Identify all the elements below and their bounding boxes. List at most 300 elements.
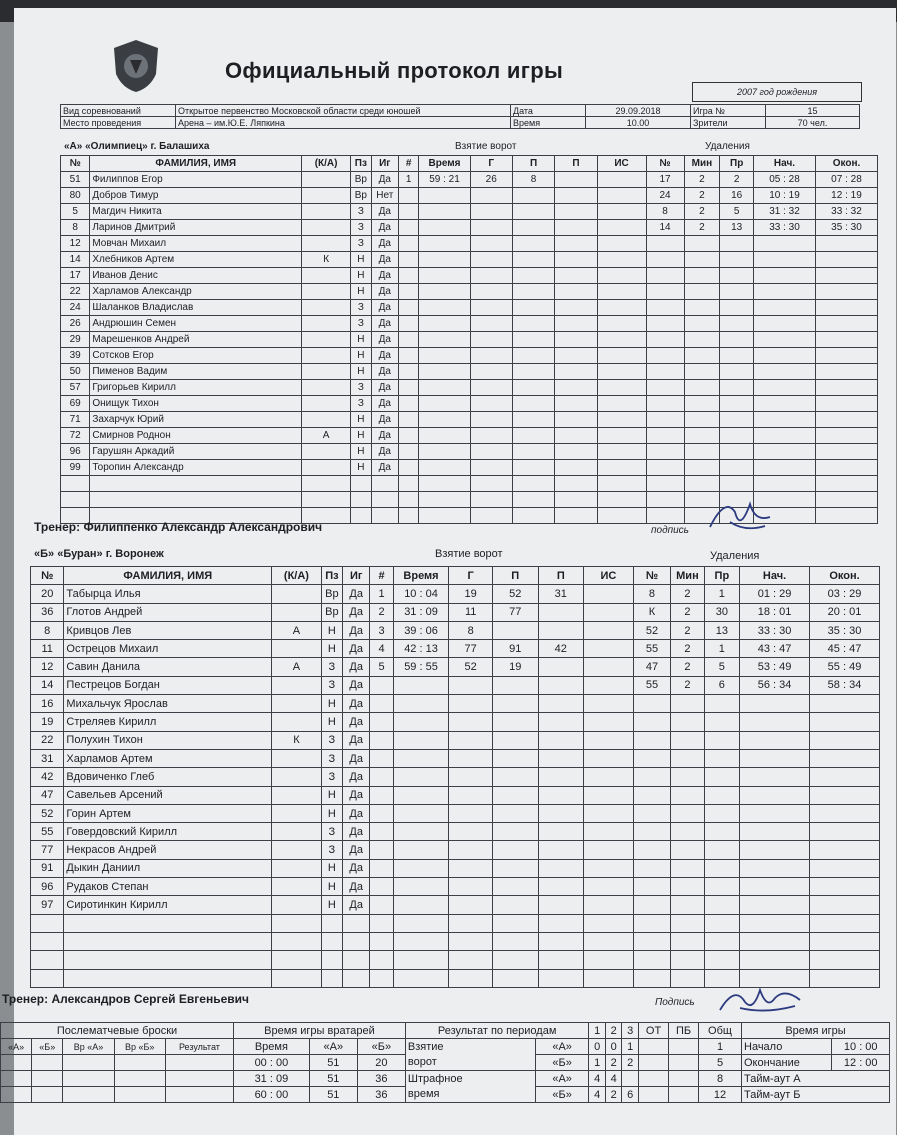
penalty-cell xyxy=(684,460,720,476)
table-row xyxy=(61,172,878,188)
goal-cell xyxy=(393,878,449,896)
goal-cell xyxy=(584,658,634,676)
teamA-pen-col-header: Пр xyxy=(720,156,754,172)
table-row xyxy=(31,841,880,859)
goal-cell xyxy=(419,396,470,412)
player-name: Михальчук Ярослав xyxy=(64,695,272,713)
penalty-cell xyxy=(633,786,670,804)
penalty-cell xyxy=(740,713,810,731)
goal-cell xyxy=(393,804,449,822)
goal-cell xyxy=(470,460,512,476)
penalty-cell: 2 xyxy=(671,640,704,658)
penalty-cell xyxy=(684,316,720,332)
goal-cell xyxy=(470,188,512,204)
penalty-cell: 2 xyxy=(684,172,720,188)
goals-b-p1: 1 xyxy=(589,1055,606,1071)
teamB-pen-col-header: Пр xyxy=(704,567,739,585)
goal-cell xyxy=(449,804,493,822)
goal-cell xyxy=(398,300,419,316)
gk-h-a: «А» xyxy=(309,1039,357,1055)
goal-cell xyxy=(419,476,470,492)
player-position xyxy=(351,508,372,524)
goal-cell xyxy=(584,749,634,767)
player-played: Да xyxy=(343,713,370,731)
pim-team-b: «Б» xyxy=(535,1087,589,1103)
player-position: Н xyxy=(351,284,372,300)
goal-cell xyxy=(538,896,584,914)
penalty-cell xyxy=(754,444,816,460)
goal-cell xyxy=(584,878,634,896)
goal-cell xyxy=(555,428,597,444)
goal-cell xyxy=(597,300,646,316)
goal-cell xyxy=(512,460,554,476)
penalty-cell xyxy=(633,768,670,786)
goal-cell xyxy=(597,380,646,396)
teamB-goal-col-header: Время xyxy=(393,567,449,585)
player-played: Да xyxy=(371,316,398,332)
penalty-cell xyxy=(671,804,704,822)
penalty-cell xyxy=(809,786,879,804)
player-played: Да xyxy=(371,172,398,188)
goal-cell xyxy=(398,332,419,348)
goal-cell xyxy=(584,695,634,713)
goal-cell xyxy=(470,412,512,428)
period-title: Результат по периодам xyxy=(405,1023,589,1039)
goal-cell xyxy=(393,841,449,859)
player-name: Сиротинкин Кирилл xyxy=(64,896,272,914)
penalty-cell xyxy=(815,268,877,284)
penalty-cell xyxy=(704,713,739,731)
player-played: Да xyxy=(371,268,398,284)
goal-cell xyxy=(584,713,634,731)
player-number xyxy=(61,476,90,492)
table-row xyxy=(31,621,880,639)
player-role xyxy=(272,676,322,694)
table-row xyxy=(61,380,878,396)
goal-cell xyxy=(512,380,554,396)
teamB-header-row xyxy=(31,567,880,585)
penalty-cell xyxy=(754,380,816,396)
goal-cell xyxy=(512,316,554,332)
player-number: 17 xyxy=(61,268,90,284)
place-label: Место проведения xyxy=(61,117,176,129)
goal-cell xyxy=(398,188,419,204)
goal-cell: 3 xyxy=(370,621,393,639)
goal-cell xyxy=(470,284,512,300)
player-name: Григорьев Кирилл xyxy=(90,380,302,396)
goal-cell xyxy=(597,172,646,188)
penalty-cell xyxy=(754,364,816,380)
goal-cell xyxy=(538,804,584,822)
table-row xyxy=(31,603,880,621)
penalty-cell xyxy=(671,951,704,969)
penalty-cell xyxy=(754,300,816,316)
penalty-cell xyxy=(704,896,739,914)
player-number: 69 xyxy=(61,396,90,412)
player-name: Андрюшин Семен xyxy=(90,316,302,332)
player-position: Н xyxy=(351,268,372,284)
player-number: 14 xyxy=(31,676,64,694)
penalty-cell xyxy=(704,749,739,767)
player-role xyxy=(302,332,351,348)
date-label: Дата xyxy=(511,105,586,117)
goal-cell xyxy=(555,492,597,508)
player-role xyxy=(302,236,351,252)
player-role xyxy=(272,786,322,804)
goal-cell xyxy=(597,444,646,460)
goal-cell xyxy=(555,332,597,348)
player-played: Да xyxy=(371,332,398,348)
penalty-cell: 5 xyxy=(704,658,739,676)
goal-cell xyxy=(555,284,597,300)
goals-b-ot xyxy=(639,1055,669,1071)
penalty-cell xyxy=(720,348,754,364)
goal-cell: 52 xyxy=(449,658,493,676)
goal-cell xyxy=(555,252,597,268)
goal-cell xyxy=(512,236,554,252)
penalty-cell xyxy=(671,695,704,713)
penalty-cell: 30 xyxy=(704,603,739,621)
table-row xyxy=(31,658,880,676)
goal-cell xyxy=(512,492,554,508)
goal-cell xyxy=(555,300,597,316)
penalty-cell xyxy=(704,914,739,932)
teamA-col-header: Иг xyxy=(371,156,398,172)
penalty-cell xyxy=(684,252,720,268)
penalty-cell xyxy=(704,878,739,896)
goal-cell xyxy=(393,749,449,767)
penalty-cell: 8 xyxy=(633,585,670,603)
goal-cell xyxy=(512,476,554,492)
goal-cell xyxy=(584,786,634,804)
goal-cell xyxy=(597,476,646,492)
player-role xyxy=(272,841,322,859)
penalty-cell xyxy=(754,396,816,412)
goal-cell xyxy=(419,492,470,508)
penalty-cell xyxy=(646,412,684,428)
table-row xyxy=(31,914,880,932)
player-position: Вр xyxy=(351,172,372,188)
time-value: 10.00 xyxy=(586,117,691,129)
player-played: Да xyxy=(371,204,398,220)
penalty-cell xyxy=(740,768,810,786)
goal-cell xyxy=(555,460,597,476)
goal-cell xyxy=(538,969,584,987)
goal-cell xyxy=(555,396,597,412)
player-played: Да xyxy=(343,804,370,822)
goal-cell xyxy=(370,859,393,877)
penalty-cell xyxy=(646,300,684,316)
penalty-cell xyxy=(740,731,810,749)
goal-cell xyxy=(419,444,470,460)
penalty-cell: 20 : 01 xyxy=(809,603,879,621)
goal-cell xyxy=(419,268,470,284)
team-b-penalties-title: Удаления xyxy=(710,550,760,562)
goal-cell xyxy=(398,284,419,300)
penalty-cell xyxy=(720,284,754,300)
goal-cell xyxy=(584,731,634,749)
player-number: 97 xyxy=(31,896,64,914)
goal-cell xyxy=(584,640,634,658)
goal-cell xyxy=(597,492,646,508)
penalty-cell xyxy=(815,332,877,348)
penalty-cell xyxy=(720,428,754,444)
penalty-cell: 35 : 30 xyxy=(815,220,877,236)
goal-cell xyxy=(393,823,449,841)
goal-cell xyxy=(555,268,597,284)
goalie-time-title: Время игры вратарей xyxy=(234,1023,406,1039)
shootout-h-gka: Вр «А» xyxy=(63,1039,114,1055)
goal-cell xyxy=(512,220,554,236)
penalty-cell xyxy=(704,951,739,969)
goal-cell xyxy=(538,859,584,877)
player-name xyxy=(90,492,302,508)
gk-row1-b: 20 xyxy=(357,1055,405,1071)
teamA-col-header: Пз xyxy=(351,156,372,172)
player-played: Да xyxy=(371,428,398,444)
player-role: А xyxy=(272,658,322,676)
player-played: Да xyxy=(343,658,370,676)
player-number: 51 xyxy=(61,172,90,188)
goal-cell xyxy=(419,284,470,300)
goal-cell xyxy=(393,713,449,731)
goal-cell xyxy=(470,428,512,444)
period-h2: 2 xyxy=(605,1023,622,1039)
goal-cell xyxy=(393,951,449,969)
table-row xyxy=(61,460,878,476)
goal-cell xyxy=(449,695,493,713)
player-position xyxy=(351,492,372,508)
table-row xyxy=(31,786,880,804)
timeout-a-label: Тайм-аут А xyxy=(742,1071,890,1087)
goal-cell xyxy=(470,204,512,220)
pim-label-1: Штрафное xyxy=(405,1071,535,1087)
player-name: Гарушян Аркадий xyxy=(90,444,302,460)
goal-cell xyxy=(398,220,419,236)
goal-cell xyxy=(597,204,646,220)
goal-cell xyxy=(419,188,470,204)
goal-cell xyxy=(492,878,538,896)
table-row xyxy=(31,859,880,877)
player-number: 12 xyxy=(31,658,64,676)
goal-cell xyxy=(584,676,634,694)
player-role xyxy=(272,640,322,658)
table-row xyxy=(31,676,880,694)
goal-cell xyxy=(538,695,584,713)
goal-cell xyxy=(370,768,393,786)
player-played: Да xyxy=(343,859,370,877)
penalty-cell xyxy=(684,332,720,348)
team-a-sign-label: подпись xyxy=(651,525,689,536)
player-role xyxy=(302,220,351,236)
player-played: Да xyxy=(371,444,398,460)
pim-a-total: 8 xyxy=(699,1071,742,1087)
gk-row1-time: 00 : 00 xyxy=(234,1055,310,1071)
penalty-cell xyxy=(809,878,879,896)
table-row xyxy=(61,428,878,444)
player-role xyxy=(272,914,322,932)
player-name: Вдовиченко Глеб xyxy=(64,768,272,786)
goal-cell xyxy=(512,204,554,220)
penalty-cell xyxy=(815,508,877,524)
goal-cell xyxy=(597,284,646,300)
player-position: Н xyxy=(321,786,342,804)
goal-cell xyxy=(370,896,393,914)
teamA-col-header: № xyxy=(61,156,90,172)
penalty-cell xyxy=(684,348,720,364)
teamB-col-header: № xyxy=(31,567,64,585)
penalty-cell xyxy=(671,932,704,950)
goal-cell xyxy=(449,841,493,859)
penalty-cell xyxy=(720,380,754,396)
goal-cell xyxy=(538,786,584,804)
penalty-cell xyxy=(684,444,720,460)
penalty-cell xyxy=(815,252,877,268)
goal-cell xyxy=(512,412,554,428)
goal-cell xyxy=(555,188,597,204)
table-row xyxy=(61,220,878,236)
penalty-cell xyxy=(684,396,720,412)
penalty-cell xyxy=(671,823,704,841)
penalty-cell xyxy=(646,236,684,252)
goals-a-p2: 0 xyxy=(605,1039,622,1055)
goal-cell xyxy=(492,951,538,969)
goal-cell xyxy=(393,731,449,749)
penalty-cell xyxy=(809,859,879,877)
goal-cell xyxy=(555,444,597,460)
player-role xyxy=(272,749,322,767)
penalty-cell: 03 : 29 xyxy=(809,585,879,603)
goal-cell xyxy=(470,348,512,364)
goal-cell xyxy=(538,749,584,767)
goal-cell xyxy=(584,969,634,987)
penalty-cell xyxy=(633,951,670,969)
goal-cell xyxy=(398,316,419,332)
goal-cell xyxy=(597,236,646,252)
penalty-cell xyxy=(671,713,704,731)
penalty-cell: 2 xyxy=(684,204,720,220)
shootout-h-b: «Б» xyxy=(32,1039,63,1055)
penalty-cell xyxy=(720,332,754,348)
player-position: З xyxy=(351,236,372,252)
player-name: Говердовский Кирилл xyxy=(64,823,272,841)
player-number: 39 xyxy=(61,348,90,364)
goal-cell xyxy=(470,316,512,332)
goal-cell: 5 xyxy=(370,658,393,676)
player-name: Рудаков Степан xyxy=(64,878,272,896)
goal-cell xyxy=(419,364,470,380)
gk-row3-time: 60 : 00 xyxy=(234,1087,310,1103)
goal-cell xyxy=(419,380,470,396)
goal-cell xyxy=(555,316,597,332)
penalty-cell: 2 xyxy=(720,172,754,188)
goal-cell xyxy=(393,914,449,932)
goal-cell xyxy=(538,823,584,841)
player-position: З xyxy=(351,204,372,220)
goal-cell xyxy=(492,841,538,859)
goal-cell xyxy=(398,380,419,396)
penalty-cell xyxy=(684,380,720,396)
player-role xyxy=(302,412,351,428)
penalty-cell xyxy=(815,428,877,444)
player-role xyxy=(272,695,322,713)
goal-cell xyxy=(555,412,597,428)
player-role xyxy=(272,951,322,969)
goal-cell xyxy=(597,252,646,268)
player-position xyxy=(321,969,342,987)
penalty-cell xyxy=(720,252,754,268)
penalty-cell xyxy=(815,460,877,476)
goal-cell: 2 xyxy=(370,603,393,621)
goal-cell xyxy=(584,804,634,822)
goal-cell xyxy=(393,896,449,914)
player-position: З xyxy=(321,841,342,859)
goal-cell: 4 xyxy=(370,640,393,658)
goal-cell: 1 xyxy=(398,172,419,188)
penalty-cell: 01 : 29 xyxy=(740,585,810,603)
player-number: 8 xyxy=(61,220,90,236)
goal-cell xyxy=(398,348,419,364)
player-name: Пестрецов Богдан xyxy=(64,676,272,694)
player-role xyxy=(302,492,351,508)
time-label: Время xyxy=(511,117,586,129)
teamB-col-header: ФАМИЛИЯ, ИМЯ xyxy=(64,567,272,585)
player-position: Н xyxy=(351,252,372,268)
penalty-cell xyxy=(754,348,816,364)
player-name xyxy=(64,932,272,950)
penalty-cell: 47 xyxy=(633,658,670,676)
teamB-goal-col-header: ИС xyxy=(584,567,634,585)
goals-a-ot xyxy=(639,1039,669,1055)
penalty-cell xyxy=(633,731,670,749)
goal-cell xyxy=(597,396,646,412)
goal-cell: 59 : 21 xyxy=(419,172,470,188)
penalty-cell xyxy=(754,316,816,332)
gk-row1-a: 51 xyxy=(309,1055,357,1071)
goal-cell xyxy=(449,932,493,950)
teamA-pen-col-header: Окон. xyxy=(815,156,877,172)
penalty-cell xyxy=(740,896,810,914)
table-row xyxy=(61,332,878,348)
player-role xyxy=(302,364,351,380)
penalty-cell xyxy=(809,713,879,731)
bottom-summary-table xyxy=(0,1022,890,1103)
penalty-cell xyxy=(809,695,879,713)
end-value: 12 : 00 xyxy=(832,1055,890,1071)
penalty-cell xyxy=(809,969,879,987)
goal-cell xyxy=(584,603,634,621)
team-a-coach: Тренер: Филиппенко Александр Александрович xyxy=(34,520,323,534)
goal-cell xyxy=(470,508,512,524)
player-played: Да xyxy=(343,676,370,694)
team-b-signature-icon xyxy=(715,980,810,1020)
player-number: 96 xyxy=(31,878,64,896)
goal-cell xyxy=(492,768,538,786)
penalty-cell xyxy=(809,804,879,822)
goals-b-p2: 2 xyxy=(605,1055,622,1071)
goal-cell: 31 xyxy=(538,585,584,603)
penalty-cell: 31 : 32 xyxy=(754,204,816,220)
penalty-cell xyxy=(740,859,810,877)
pim-a-ot xyxy=(639,1071,669,1087)
goal-cell xyxy=(512,428,554,444)
federation-logo-icon xyxy=(110,38,162,94)
player-played: Да xyxy=(371,460,398,476)
penalty-cell xyxy=(704,786,739,804)
goal-cell xyxy=(419,300,470,316)
player-name: Захарчук Юрий xyxy=(90,412,302,428)
goal-cell xyxy=(419,460,470,476)
